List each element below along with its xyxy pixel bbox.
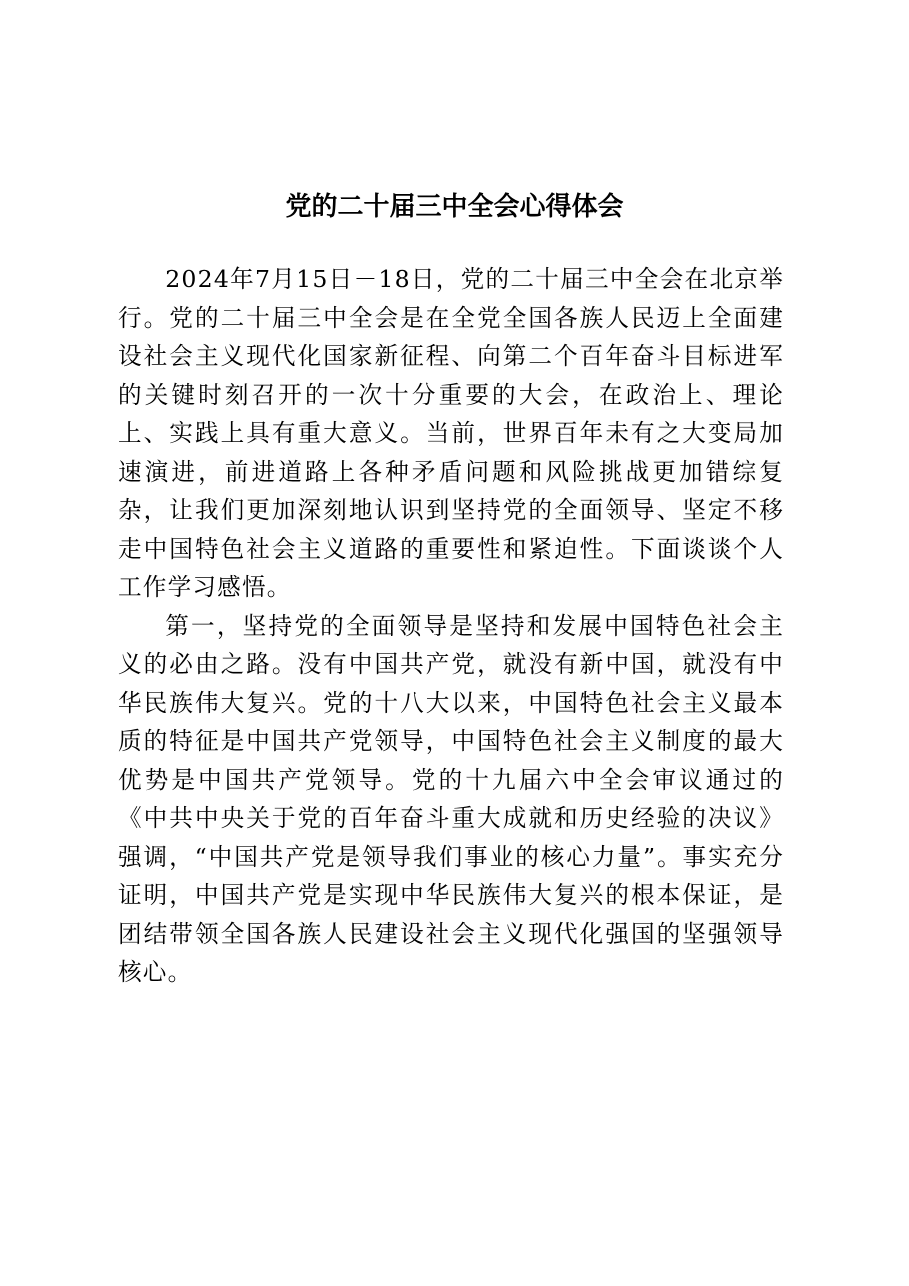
paragraph-intro: 2024年7月15日－18日，党的二十届三中全会在北京举行。党的二十届三中全会是在全党全国各族人民迈上全面建设社会主义现代化国家新征程、向第二个百年奋斗目标进军的关键时刻召开的一次十分重要的大会，在政治上、理论上、实践上具有重大意义。当前，世界百年未有之大变局加速演进，前进道路上各种矛盾问题和风险挑战更加错综复杂，让我们更加深刻地认识到坚持党的全面领导、坚定不移走中国特色社会主义道路的重要性和紧迫性。下面谈谈个人工作学习感悟。 bbox=[118, 265, 784, 601]
document-title: 党的二十届三中全会心得体会 bbox=[285, 192, 624, 222]
paragraph-first-point: 第一，坚持党的全面领导是坚持和发展中国特色社会主义的必由之路。没有中国共产党，就没有新中国，就没有中华民族伟大复兴。党的十八大以来，中国特色社会主义最本质的特征是中国共产党领导，中国特色社会主义制度的最大优势是中国共产党领导。党的十九届六中全会审议通过的《中共中央关于党的百年奋斗重大成就和历史经验的决议》强调，“中国共产党是领导我们事业的核心力量”。事实充分证明，中国共产党是实现中华民族伟大复兴的根本保证，是团结带领全国各族人民建设社会主义现代化强国的坚强领导核心。 bbox=[118, 611, 784, 986]
document-body bbox=[118, 260, 784, 992]
